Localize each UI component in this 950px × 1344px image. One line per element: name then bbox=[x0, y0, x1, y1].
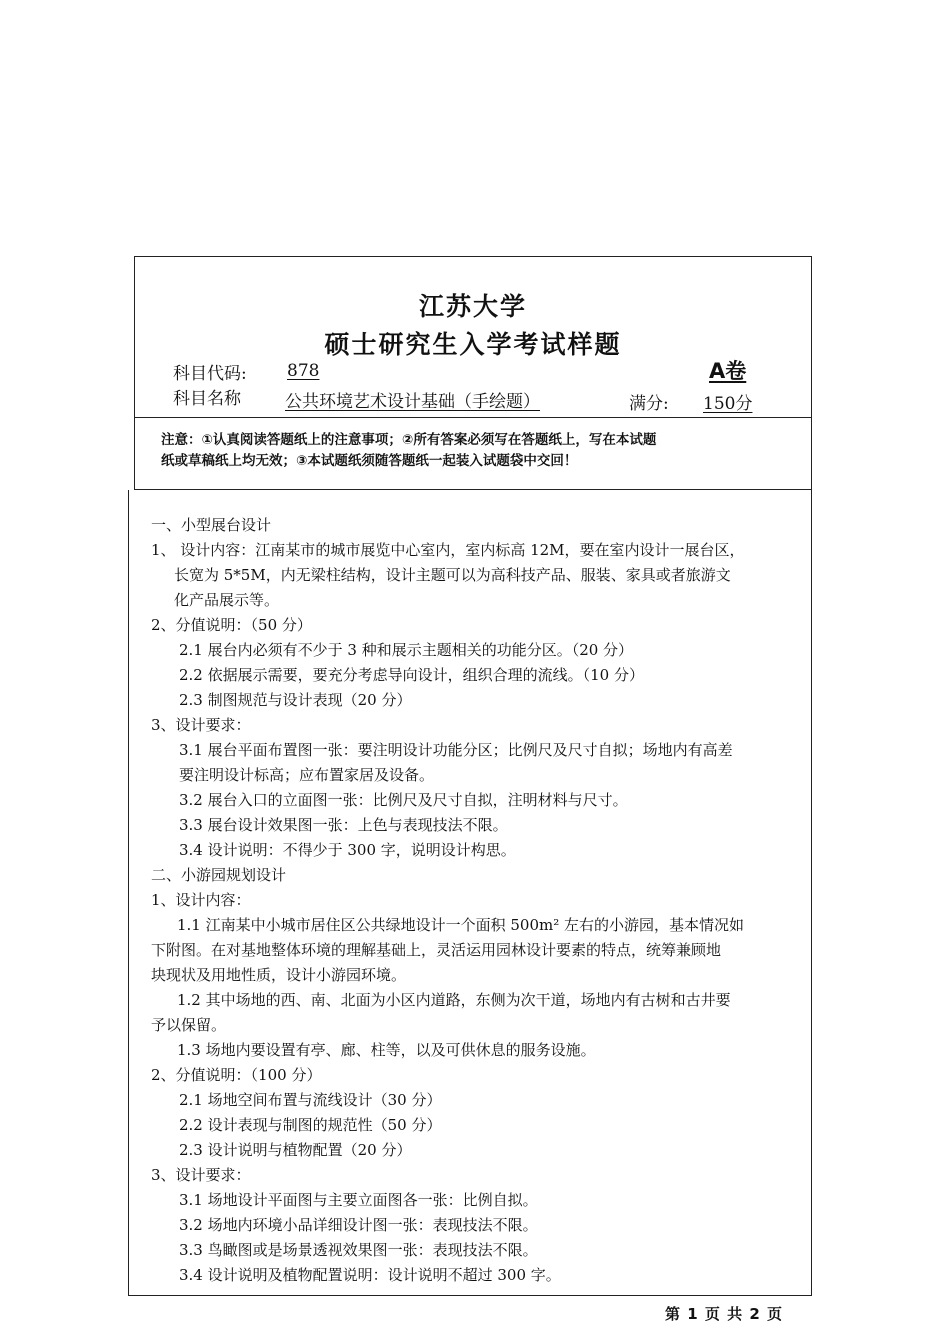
notice-text bbox=[161, 430, 786, 472]
exam-title: 硕士研究生入学考试样题 bbox=[324, 330, 622, 359]
page-number: 第 1 页 共 2 页 bbox=[665, 1305, 783, 1323]
content-line: 化产品展示等。 bbox=[174, 591, 280, 609]
content-line: 予以保留。 bbox=[151, 1016, 227, 1034]
content-line: 1、设计内容： bbox=[151, 891, 251, 909]
full-score-label: 满分: bbox=[629, 394, 669, 414]
content-line: 2.1 场地空间布置与流线设计（30 分） bbox=[179, 1091, 442, 1109]
full-score: 150分 bbox=[703, 394, 753, 414]
notice-line-2: 纸或草稿纸上均无效；③本试题纸须随答题纸一起装入试题袋中交回！ bbox=[161, 453, 578, 469]
subject-name: 公共环境艺术设计基础（手绘题） bbox=[285, 392, 540, 412]
content-line: 2、分值说明：（50 分） bbox=[151, 616, 312, 634]
content-line: 1.3 场地内要设置有亭、廊、柱等，以及可供休息的服务设施。 bbox=[177, 1041, 596, 1059]
paper-type: A卷 bbox=[709, 359, 747, 383]
content-line: 3.3 展台设计效果图一张：上色与表现技法不限。 bbox=[179, 816, 508, 834]
content-line: 要注明设计标高；应布置家居及设备。 bbox=[179, 766, 435, 784]
content-line: 块现状及用地性质，设计小游园环境。 bbox=[151, 966, 407, 984]
section-2-title: 二、小游园规划设计 bbox=[151, 866, 287, 884]
section-1-title: 一、小型展台设计 bbox=[151, 516, 272, 534]
content-line: 3、设计要求： bbox=[151, 1166, 251, 1184]
content-line: 2.3 制图规范与设计表现（20 分） bbox=[179, 691, 412, 709]
content-line: 长宽为 5*5M，内无梁柱结构，设计主题可以为高科技产品、服装、家具或者旅游文 bbox=[174, 566, 731, 584]
notice-line-1: 注意：①认真阅读答题纸上的注意事项；②所有答案必须写在答题纸上，写在本试题 bbox=[161, 432, 657, 448]
university-title: 江苏大学 bbox=[418, 292, 527, 321]
content-line: 2.1 展台内必须有不少于 3 种和展示主题相关的功能分区。（20 分） bbox=[179, 641, 634, 659]
content-line: 3、设计要求： bbox=[151, 716, 251, 734]
content-line: 3.2 展台入口的立面图一张：比例尺及尺寸自拟，注明材料与尺寸。 bbox=[179, 791, 628, 809]
content-line: 2.2 设计表现与制图的规范性（50 分） bbox=[179, 1116, 442, 1134]
content-line: 3.1 场地设计平面图与主要立面图各一张：比例自拟。 bbox=[179, 1191, 538, 1209]
content-line: 1、 设计内容：江南某市的城市展览中心室内，室内标高 12M，要在室内设计一展台区， bbox=[151, 541, 745, 559]
content-line: 3.4 设计说明及植物配置说明：设计说明不超过 300 字。 bbox=[179, 1266, 561, 1284]
content-line: 3.4 设计说明：不得少于 300 字，说明设计构思。 bbox=[179, 841, 516, 859]
subject-code-label: 科目代码: bbox=[173, 364, 247, 384]
content-line: 下附图。在对基地整体环境的理解基础上，灵活运用园林设计要素的特点，统筹兼顾地 bbox=[151, 941, 722, 959]
subject-code: 878 bbox=[287, 361, 320, 381]
notice-box bbox=[134, 418, 812, 490]
content-line: 1.1 江南某中小城市居住区公共绿地设计一个面积 500m² 左右的小游园，基本情况如 bbox=[177, 916, 745, 934]
content-line: 2、分值说明：（100 分） bbox=[151, 1066, 322, 1084]
subject-name-label: 科目名称 bbox=[173, 389, 241, 409]
content-line: 2.2 依据展示需要，要充分考虑导向设计，组织合理的流线。（10 分） bbox=[179, 666, 644, 684]
question-content-box bbox=[128, 490, 812, 1296]
content-line: 3.3 鸟瞰图或是场景透视效果图一张：表现技法不限。 bbox=[179, 1241, 538, 1259]
content-line: 1.2 其中场地的西、南、北面为小区内道路，东侧为次干道，场地内有古树和古井要 bbox=[177, 991, 731, 1009]
content-line: 3.1 展台平面布置图一张：要注明设计功能分区；比例尺及尺寸自拟；场地内有高差 bbox=[179, 741, 733, 759]
content-line: 3.2 场地内环境小品详细设计图一张：表现技法不限。 bbox=[179, 1216, 538, 1234]
content-line: 2.3 设计说明与植物配置（20 分） bbox=[179, 1141, 412, 1159]
header-box bbox=[134, 256, 812, 418]
